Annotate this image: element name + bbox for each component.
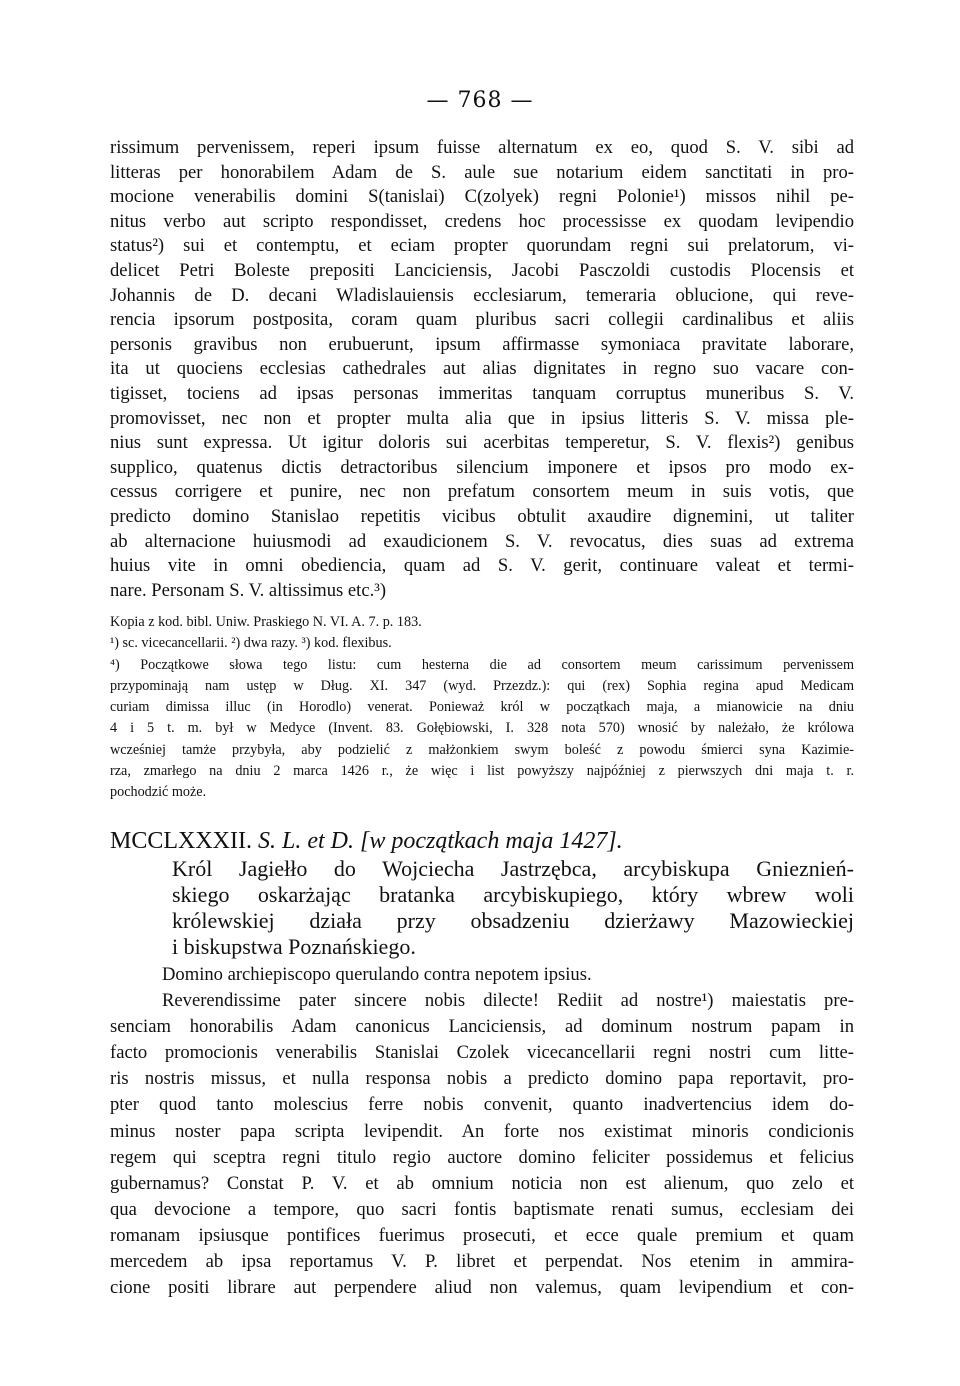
document-title	[110, 826, 854, 856]
text-line: status²) sui et contemptu, et eciam propter quorundam regni sui prelatorum, vi-	[110, 235, 854, 257]
text-line: rissimum pervenissem, reperi ipsum fuisse alternatum ex eo, quod S. V. sibi ad	[110, 137, 854, 158]
text-line: supplico, quatenus dictis detractoribus silencium imponere et ipsos pro modo ex-	[110, 456, 854, 478]
text-line: mocione venerabilis domini S(tanislai) C(zolyek) regni Polonie¹) missos nihil pe-	[110, 186, 854, 208]
text-line: romanam ipsiusque pontifices fuerimus prosecuti, et ecce quale premium et quam	[110, 1224, 854, 1246]
text-line: predicto domino Stanislao repetitis vicibus obtulit axaudire dignemini, ut taliter	[110, 505, 854, 527]
footnote-line: pochodzić może.	[110, 784, 207, 801]
text-line: gubernamus? Constat P. V. et ab omnium noticia non est alienum, quo zelo et	[110, 1172, 854, 1194]
footnotes-block	[110, 612, 854, 804]
text-line: Johannis de D. decani Wladislauiensis ecclesiarum, temeraria oblucione, qui reve-	[110, 284, 854, 306]
footnote-line: rza, zmarłego na dniu 2 marca 1426 r., że więc i list powyższy najpóźniej z pierwszych dni maja t. r.	[110, 763, 854, 780]
subtitle-line: Król Jagiełło do Wojciecha Jastrzębca, arcybiskupa Gnieznień-	[172, 856, 854, 881]
letter-address: Domino archiepiscopo querulando contra nepotem ipsius.	[162, 964, 592, 985]
text-line: personis gravibus non erubuerunt, ipsum affirmasse symoniaca pravitate laborare,	[110, 333, 854, 355]
text-line: huius vite in omni obediencia, quam ad S. V. gerit, continuare valeat et termi-	[110, 555, 854, 577]
text-line: qua devocione a tempore, quo sacri fontis baptismate renati sumus, ecclesiam dei	[110, 1198, 854, 1220]
text-line: tigisset, tociens ad ipsas personas immeritas tanquam corruptus muneribus S. V.	[110, 382, 854, 404]
text-line: nare. Personam S. V. altissimus etc.³)	[110, 579, 387, 601]
footnote-line: ⁴) Początkowe słowa tego listu: cum hesterna die ad consortem meum carissimum pervenissem	[110, 656, 854, 673]
text-line: ita ut quociens ecclesias cathedrales aut alias dignitates in regno suo vacare con-	[110, 358, 854, 380]
letter-text-block	[110, 962, 854, 1301]
document-number: MCCLXXXII.	[110, 828, 252, 854]
text-line: Reverendissime pater sincere nobis dilecte! Rediit ad nostre¹) maiestatis pre-	[162, 990, 854, 1012]
text-line: facto promocionis venerabilis Stanislai Czolek vicecancellarii regni nostri cum litte-	[110, 1042, 854, 1064]
text-line: ris nostris missus, et nulla responsa nobis a predicto domino papa reportavit, pro-	[110, 1068, 854, 1090]
footnote-line: 4 i 5 t. m. był w Medyce (Invent. 83. Gołębiowski, I. 328 nota 570) wnosić by należało, że królowa	[110, 720, 854, 737]
text-line: cessus corrigere et punire, nec non prefatum consortem meum in suis votis, que	[110, 481, 854, 503]
footnote-line: curiam dimissa illuc (in Horodlo) venerat. Ponieważ król w początkach maja, a mianowicie na dniu	[110, 699, 854, 716]
text-line: mercedem ab ipsa reportamus V. P. libret et perpendat. Nos etenim in ammira-	[110, 1251, 854, 1273]
document-date: [w początkach maja 1427].	[360, 828, 623, 854]
subtitle-line: i biskupstwa Poznańskiego.	[172, 934, 416, 959]
page-number: — 768 —	[426, 88, 534, 113]
footnote-line: przypominają nam ustęp w Dług. XI. 347 (wyd. Przezdz.): qui (rex) Sophia regina apud Medicam	[110, 677, 854, 694]
text-line: regem qui sceptra regni titulo regio auctore domino feliciter possidemus et felicius	[110, 1146, 854, 1168]
text-line: pter quod tanto molescius ferre nobis convenit, quanto inadvertencius idem do-	[110, 1094, 854, 1116]
text-line: delicet Petri Boleste prepositi Lanciciensis, Jacobi Pasczoldi custodis Plocensis et	[110, 259, 854, 281]
text-line: ab alternacione huiusmodi ad exaudicionem S. V. revocatus, dies suas ad extrema	[110, 530, 854, 552]
footnote-line: ¹) sc. vicecancellarii. ²) dwa razy. ³) kod. flexibus.	[110, 635, 392, 652]
footnote-line: wcześniej tamże przybyła, aby podzielić z małżonkiem swym boleść z powodu śmierci syna Kazimie-	[110, 741, 854, 758]
text-line: senciam honorabilis Adam canonicus Lanciciensis, ad dominum nostrum papam in	[110, 1016, 854, 1038]
subtitle-line: królewskiej działa przy obsadzeniu dzierżawy Mazowieckiej	[172, 908, 854, 933]
document-sigla: S. L. et D.	[258, 828, 354, 854]
text-line: litteras per honorabilem Adam de S. aule sue notarium eidem sanctitati in pro-	[110, 161, 854, 183]
main-text-block	[110, 136, 854, 603]
text-line: nius sunt expressa. Ut igitur doloris sui acerbitas temperetur, S. V. flexis²) genibus	[110, 432, 854, 454]
text-line: rencia ipsorum postposita, coram quam pluribus sacri collegii cardinalibus et aliis	[110, 309, 854, 331]
text-line: cione positi librare aut perpendere aliud non valemus, quam levipendium et con-	[110, 1277, 854, 1299]
source-note: Kopia z kod. bibl. Uniw. Praskiego N. VI. A. 7. p. 183.	[110, 614, 422, 630]
text-line: promovisset, nec non et propter multa alia que in ipsius litteris S. V. missa ple-	[110, 407, 854, 429]
text-line: nitus verbo aut scripto respondisset, credens hoc processisse ex quodam levipendio	[110, 210, 854, 232]
document-heading	[110, 826, 854, 960]
subtitle-line: skiego oskarżając bratanka arcybiskupiego, który wbrew woli	[172, 882, 854, 907]
text-line: minus noster papa scripta levipendit. An forte nos existimat minoris condicionis	[110, 1120, 854, 1142]
